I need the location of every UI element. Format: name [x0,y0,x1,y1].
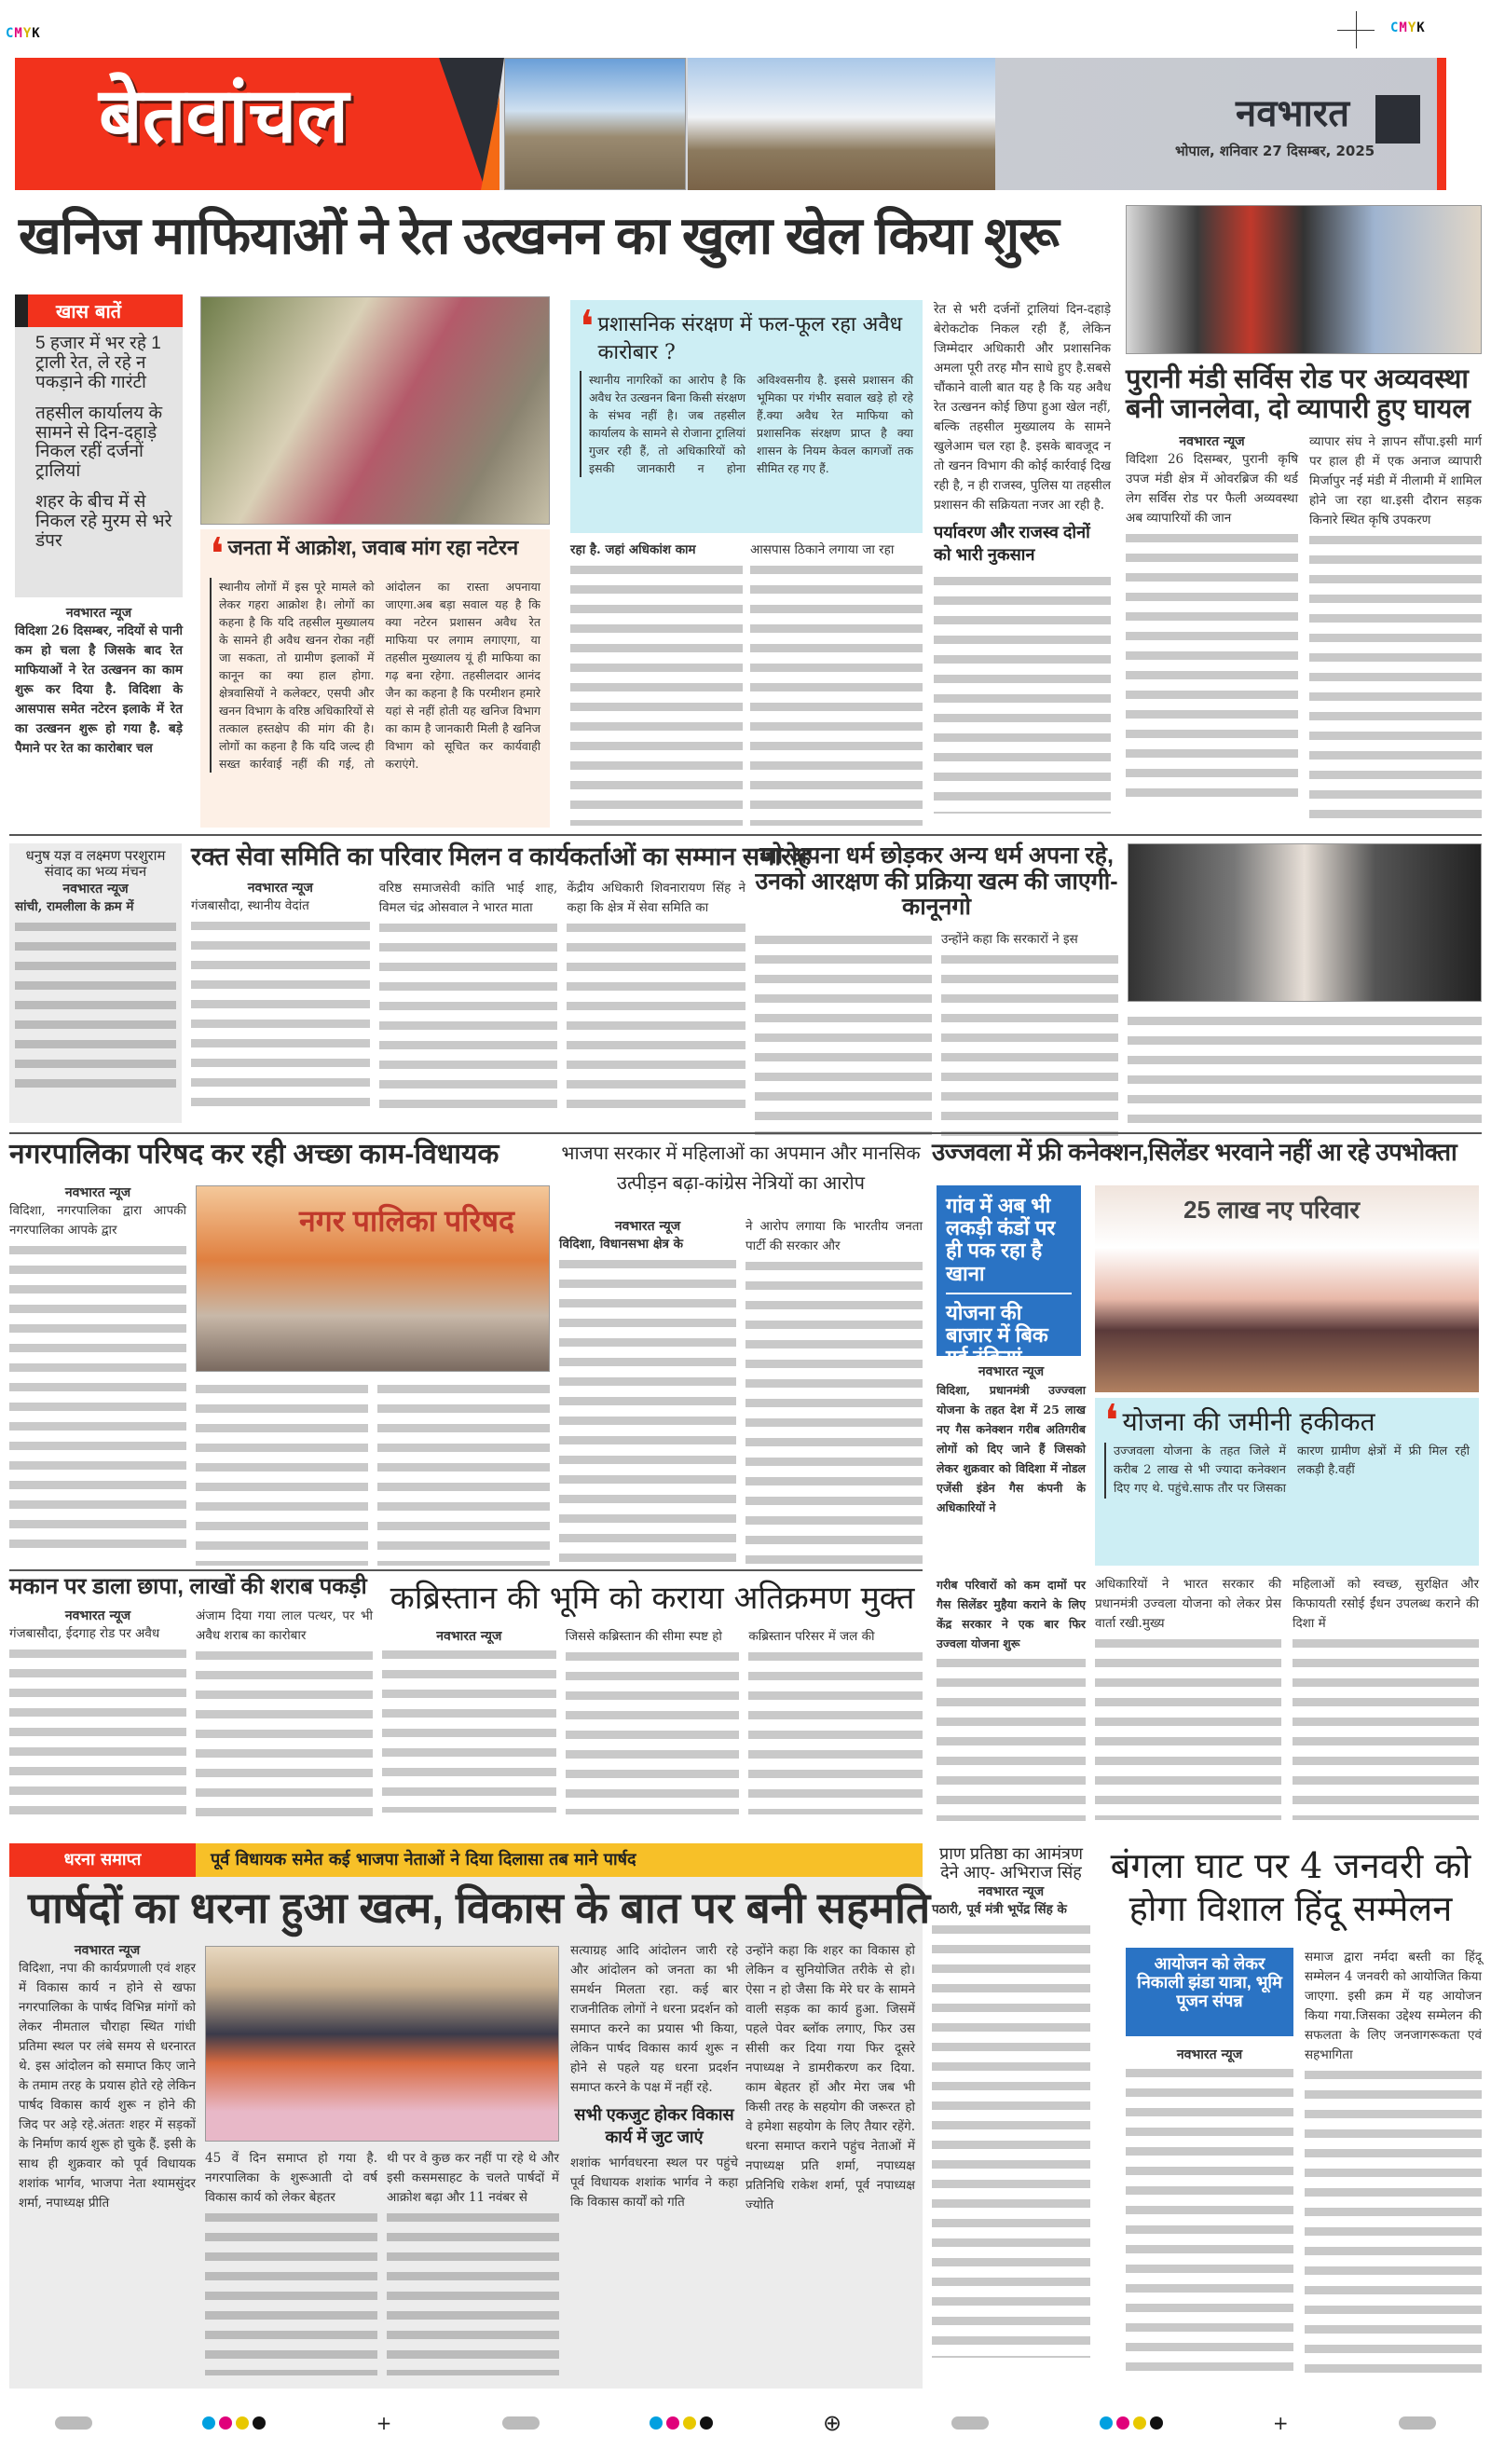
nagarpalika-headline: नगरपालिका परिषद कर रही अच्छा काम-विधायक [9,1139,499,1170]
ujjwala-body: महिलाओं को स्वच्छ, सुरक्षित और किफायती रसोई ईंधन उपलब्ध कराने की दिशा में [1293,1577,1479,1631]
quote-box-title: प्रशासनिक संरक्षण में फल-फूल रहा अवैध कारोबार ? [597,313,903,364]
kabristan-body: जिससे कब्रिस्तान की सीमा स्पष्ट हो [565,1629,722,1644]
byline: नवभारत न्यूज [65,606,132,621]
photo-banner-text: नगर पालिका परिषद [299,1204,514,1238]
press-photo [1128,843,1482,1002]
quote-mark-icon: ❛ [580,301,595,353]
sharab-body: अंजाम दिया गया लाल पत्थर, पर भी अवैध शराब का कारोबार [196,1608,373,1644]
quote-box-yojana [1095,1395,1479,1566]
registration-marks: + ⊕ + [0,2404,1491,2442]
quote-box-text: स्थानीय लोगों में इस पूरे मामले को लेकर गहरा आक्रोश है। लोगों का कहना है कि यदि तहसील मुख्यालय के सामने ही अवैध खनन रोका नहीं जा सकता, तो ग्रामीण इलाकों में कानून का क्या हाल होगा. क्षेत्रवासियों ने कलेक्टर, एसपी और खनन विभाग के वरिष्ठ अधिकारियों से तत्काल हस्तक्षेप की मांग की है। लोगों का कहना है कि यदि जल्द ही सख्त कार्रवाई नहीं की गई, तो आंदोलन का रास्ता अपनाया जाएगा.अब बड़ा सवाल यह है कि क्या नटेरन प्रशासन अवैध रेत माफिया पर लगाम लगाएगा, या तहसील मुख्यालय यूं ही माफिया का गढ़ बना रहेगा. तहसीलदार आनंद जैन का कहना है कि परमीशन हमारे यहां से नहीं होती यह खनिज विभाग का काम है जानकारी मिली है खनिज विभाग को सूचित कर कार्यवाही कराएंगे. [210,578,540,773]
dhanush-body: सांची, रामलीला के क्रम में [15,899,134,914]
tractor-photo [200,296,550,525]
lead-body: रेत से भरी दर्जनों ट्रालियां दिन-दहाड़े बेरोकटोक निकल रही हैं, लेकिन जिम्मेदार अधिकारी और प्रशासनिक अमला पूरी तरह मौन साधे हुए है.सबसे चौंकाने वाली बात यह है कि यह अवैध रेत उत्खनन कोई छिपा हुआ खेल नहीं, बल्कि तहसील मुख्यालय के सामने खुलेआम चल रहा है. इसके बावजूद न तो खनन विभाग की कोई कार्रवाई दिख रही है, न ही राजस्व, पुलिस या तहसील प्रशासन की सक्रियता नजर आ रही है. [934,302,1111,513]
rakt-headline: रक्त सेवा समिति का परिवार मिलन व कार्यकर्ताओं का सम्मान समारोह [191,842,812,870]
highlight-text: गांव में अब भी लकड़ी कंडों पर ही पक रहा है खाना [946,1194,1056,1285]
dhanush-headline: धनुष यज्ञ व लक्ष्मण परशुराम संवाद का भव्य मंचन [25,848,166,880]
bangla-headline: बंगला घाट पर 4 जनवरी को होगा विशाल हिंदू सम्मेलन [1110,1845,1471,1929]
mandi-body: विदिशा 26 दिसम्बर, पुरानी कृषि उपज मंडी क्षेत्र में ओवरब्रिज की थर्ड लेग सर्विस रोड पर फैली अव्यवस्था अब व्यापारियों की जान [1126,451,1298,526]
byline: नवभारत न्यूज [74,1943,141,1958]
dharna-body: थी पर वे कुछ कर नहीं पा रहे थे और इसी कसमसाहट के चलते पार्षदों में आक्रोश बढ़ा और 11 नवंबर से [387,2151,559,2205]
rakt-body: केंद्रीय अधिकारी शिवनारायण सिंह ने कहा कि क्षेत्र में सेवा समिति का [567,880,746,915]
highlight-item: तहसील कार्यालय के सामने से दिन-दहाड़े निकल रहीं दर्जनों ट्रालियां [35,403,163,482]
bjp-body: ने आरोप लगाया कि भारतीय जनता पार्टी की सरकार और [746,1219,923,1253]
dharm-body: उन्होंने कहा कि सरकारों ने इस [941,931,1078,947]
dharna-tag: धरना समाप्त [9,1843,196,1877]
pran-body: पठारी, पूर्व मंत्री भूपेंद्र सिंह के [932,1901,1067,1917]
lead-body: रहा है. जहां अधिकांश काम [570,542,696,557]
traders-photo [1126,205,1482,354]
byline: नवभारत न्यूज [978,1883,1045,1899]
ujjwala-highlight-box [937,1185,1081,1370]
byline: नवभारत न्यूज [64,1185,131,1200]
dhanush-story [9,843,182,1123]
kabristan-body: कब्रिस्तान परिसर में जल की [748,1629,875,1644]
rakt-body: वरिष्ठ समाजसेवी कांति भाई शाह, विमल चंद्र ओसवाल ने भारत माता [378,880,558,915]
byline: नवभारत न्यूज [1176,2047,1243,2062]
bjp-body: विदिशा, विधानसभा क्षेत्र के [559,1237,684,1252]
highlight-item: शहर के बीच में से निकल रहे मुरम से भरे डंपर [35,492,172,552]
byline: नवभारत न्यूज [978,1364,1045,1379]
byline: नवभारत न्यूज [64,1608,131,1624]
highlight-item: 5 हजार में भर रहे 1 ट्राली रेत, ले रहे न पकड़ाने की गारंटी [35,334,161,392]
ujjwala-body: विदिशा, प्रधानमंत्री उज्ज्वला योजना के तहत देश में 25 लाख नए गैस कनेक्शन गरीब अतिगरीब लोगों को दिए जाने हैं जिसको लेकर शुक्रवार को विदिशा में नोडल एजेंसी इंडेन गैस कंपनी के अधिकारियों ने [937,1383,1086,1514]
dharna-subheading: सभी एकजुट होकर विकास कार्य में जुट जाएं [574,2105,734,2146]
dharna-body: 45 वें दिन समाप्त हो गया है. नगरपालिका के शुरूआती दो वर्ष विकास कार्य को लेकर बेहतर [205,2151,377,2205]
section-title: बेतवांचल [99,74,349,158]
mandi-headline: पुरानी मंडी सर्विस रोड पर अव्यवस्था बनी जानलेवा, दो व्यापारी हुए घायल [1126,364,1471,424]
quote-box-title: योजना की जमीनी हकीकत [1122,1406,1375,1437]
dharna-kicker: पूर्व विधायक समेत कई भाजपा नेताओं ने दिया दिलासा तब माने पार्षद [196,1843,923,1877]
ujjwala-body: गरीब परिवारों को कम दामों पर गैस सिलेंडर मुहैया कराने के लिए केंद्र सरकार ने एक बार फिर उज्वला योजना शुरू [937,1578,1086,1650]
dharna-body: विदिशा, नपा की कार्यप्रणाली एवं शहर में विकास कार्य न होने से खफा नगरपालिका के पार्षद विभिन्न मांगों को लेकर नीमताल चौराहा स्थित गांधी प्रतिमा स्थल पर लंबे समय से धरनारत थे. इस आंदोलन को समाप्त किए जाने के तमाम तरह के प्रयास होते रहे लेकिन पार्षद विकास कार्य शुरू न होने की जिद पर अड़े रहे.अंततः शहर में सड़कों के निर्माण कार्य शुरू हो चुके हैं. इसी के साथ ही शुक्रवार को पूर्व विधायक शशांक भार्गव, भाजपा नेता श्यामसुंदर शर्मा, नपाध्यक्ष प्रीति [19,1961,196,2211]
ruins-photo [688,58,995,190]
byline: नवभारत न्यूज [614,1219,681,1234]
highlight-text: योजना की बाजार में बिक गई टंकियां [946,1300,1048,1370]
dharm-headline: जो अपना धर्म छोड़कर अन्य धर्म अपना रहे, उनको आरक्षण की प्रक्रिया खत्म की जाएगी- कानूनगो [755,842,1118,920]
dharna-body: सत्याग्रह आदि आंदोलन जारी रहे और आंदोलन को जनता का भी समर्थन मिलता रहा. कई बार राजनीतिक लोगों ने धरना प्रदर्शन को समाप्त करने का प्रयास भी किया, लेकिन पार्षद विकास कार्य शुरू न होने से पहले यह धरना प्रदर्शन समाप्त करने के पक्ष में नहीं रहे. [570,1943,738,2095]
lead-headline: खनिज माफियाओं ने रेत उत्खनन का खुला खेल किया शुरू [19,206,1059,265]
rakt-body: गंजबासौदा, स्थानीय वेदांत [191,897,309,913]
quote-mark-icon: ❛ [210,528,225,581]
sharab-body: गंजबासौदा, ईदगाह रोड पर अवैध [9,1626,160,1642]
dharna-headline: पार्षदों का धरना हुआ खत्म, विकास के बात पर बनी सहमति [28,1883,931,1932]
khas-baatein-label: खास बातें [15,294,183,327]
ujjwala-press-photo [1095,1185,1479,1392]
khas-baatein-box [15,294,183,597]
lead-body: आसपास ठिकाने लगाया जा रहा [750,542,895,557]
lead-intro: विदिशा 26 दिसम्बर, नदियों से पानी कम हो चला है जिसके बाद रेत माफियाओं ने रेत उत्खनन का काम शुरू कर दिया है. विदिशा के आसपास समेत नटेरन इलाके में रेत का उत्खनन शुरू हो गया है. बड़े पैमाने पर रेत का कारोबार चल [15,623,183,756]
mandi-body: व्यापार संघ ने ज्ञापन सौंपा.इसी मार्ग पर हाल ही में एक अनाज व्यापारी मिर्जापुर नई मंडी में नीलामी में शामिल होने जा रहा था.इसी दौरान सड़क किनारे स्थित कृषि उपकरण [1309,433,1482,527]
quote-box-text: स्थानीय नागरिकों का आरोप है कि अवैध रेत उत्खनन बिना किसी संरक्षण के संभव नहीं है। जब तहसील कार्यालय के सामने से रोजाना ट्रालियां गुजर रही हैं, तो अधिकारियों को इसकी जानकारी न होना अविश्वसनीय है. इससे प्रशासन की भूमिका पर गंभीर सवाल खड़े हो रहे हैं.क्या अवैध रेत माफिया को प्रशासनिक संरक्षण प्राप्त है क्या शासन के नियम केवल कागजों तक सीमित रह गए हैं. [580,371,913,477]
dharna-body: उन्होंने कहा कि शहर का विकास हो लेकिन व सुनियोजित तरीके से हो। ऐसा न हो जैसा कि मेरे घर के सामने वाली सड़क का कार्य हुआ. जिसमें पहले पेवर ब्लॉक लगाए, फिर उस सीसी कर दिया गया फिर दूसरे नपाध्यक्ष ने डामरीकरण कर दिया. काम बेहतर हों और मेरा जब भी किसी तरह के सहयोग की जरूरत हो वे हमेशा सहयोग के लिए तैयार रहेंगे. धरना समाप्त कराने पहुंच नेताओं में नपाध्यक्ष प्रति शर्मा, नपाध्यक्ष प्रतिनिधि राकेश शर्मा, पूर्व नपाध्यक्ष ज्योति [746,1943,915,2212]
stupa-photo [504,58,686,190]
logo-block [1375,95,1420,144]
photo-banner-text: 25 लाख नए परिवार [1183,1196,1360,1224]
lead-subheading: पर्यावरण और राजस्व दोनों को भारी नुकसान [934,523,1090,564]
quote-box-prashasnik [570,300,923,533]
highlight-text: आयोजन को लेकर निकाली झंडा यात्रा, भूमि पूजन संपन्न [1137,1954,1282,2010]
masthead [15,58,1446,190]
byline: नवभारत न्यूज [247,880,313,896]
nagarpalika-body: विदिशा, नगरपालिका द्वारा आपकी नगरपालिका आपके द्वार [9,1203,186,1238]
cmyk-mark-right: CMYK [1390,21,1426,35]
byline: नवभारत न्यूज [436,1629,502,1644]
quote-box-text: उज्जवला योजना के तहत जिले में करीब 2 लाख से भी ज्यादा कनेक्शन दिए गए थे. पहुंचे.साफ तौर पर जिसका कारण ग्रामीण क्षेत्रों में फ्री मिल रही लकड़ी है.वहीं [1104,1443,1470,1499]
dharna-body: शशांक भार्गवधरना स्थल पर पहुंचे पूर्व विधायक शशांक भार्गव ने कहा कि विकास कार्यों को गति [570,2156,738,2210]
nagarpalika-photo [196,1185,550,1372]
ujjwala-headline: उज्जवला में फ्री कनेक्शन,सिलेंडर भरवाने नहीं आ रहे उपभोक्ता [932,1138,1457,1166]
sharab-headline: मकान पर डाला छापा, लाखों की शराब पकड़ी [9,1574,367,1599]
dharna-photo [205,1946,559,2142]
pran-headline: प्राण प्रतिष्ठा का आमंत्रण देने आए- अभिराज सिंह [939,1844,1083,1882]
bangla-highlight-box [1126,1948,1293,2036]
crop-mark [1337,30,1375,31]
kabristan-headline: कब्रिस्तान की भूमि को कराया अतिक्रमण मुक्त [390,1580,915,1617]
bjp-headline: भाजपा सरकार में महिलाओं का अपमान और मानसिक उत्पीड़न बढ़ा-कांग्रेस नेत्रियों का आरोप [561,1143,921,1194]
quote-box-janta [200,529,550,828]
byline: नवभारत न्यूज [62,882,129,897]
dateline: भोपाल, शनिवार 27 दिसम्बर, 2025 [1175,143,1375,159]
byline: नवभारत न्यूज [1179,433,1245,449]
cmyk-mark-left: CMYK [6,26,41,41]
quote-box-title: जनता में आक्रोश, जवाब मांग रहा नटेरन [227,536,519,559]
bangla-body: समाज द्वारा नर्मदा बस्ती का हिंदू सम्मेलन 4 जनवरी को आयोजित किया जाएगा. इसी क्रम में यह आयोजन किया गया.जिसका उद्देश्य सम्मेलन की सफलता के लिए जनजागरूकता एवं सहभागिता [1305,1950,1482,2062]
ujjwala-body: अधिकारियों ने भारत सरकार की प्रधानमंत्री उज्वला योजना को लेकर प्रेस वार्ता रखी.मुख्य [1095,1577,1281,1631]
dharna-story [9,1843,931,2389]
paper-name: नवभारत [1236,93,1350,134]
text-block [1128,1011,1482,1123]
quote-mark-icon: ❛ [1104,1395,1119,1447]
